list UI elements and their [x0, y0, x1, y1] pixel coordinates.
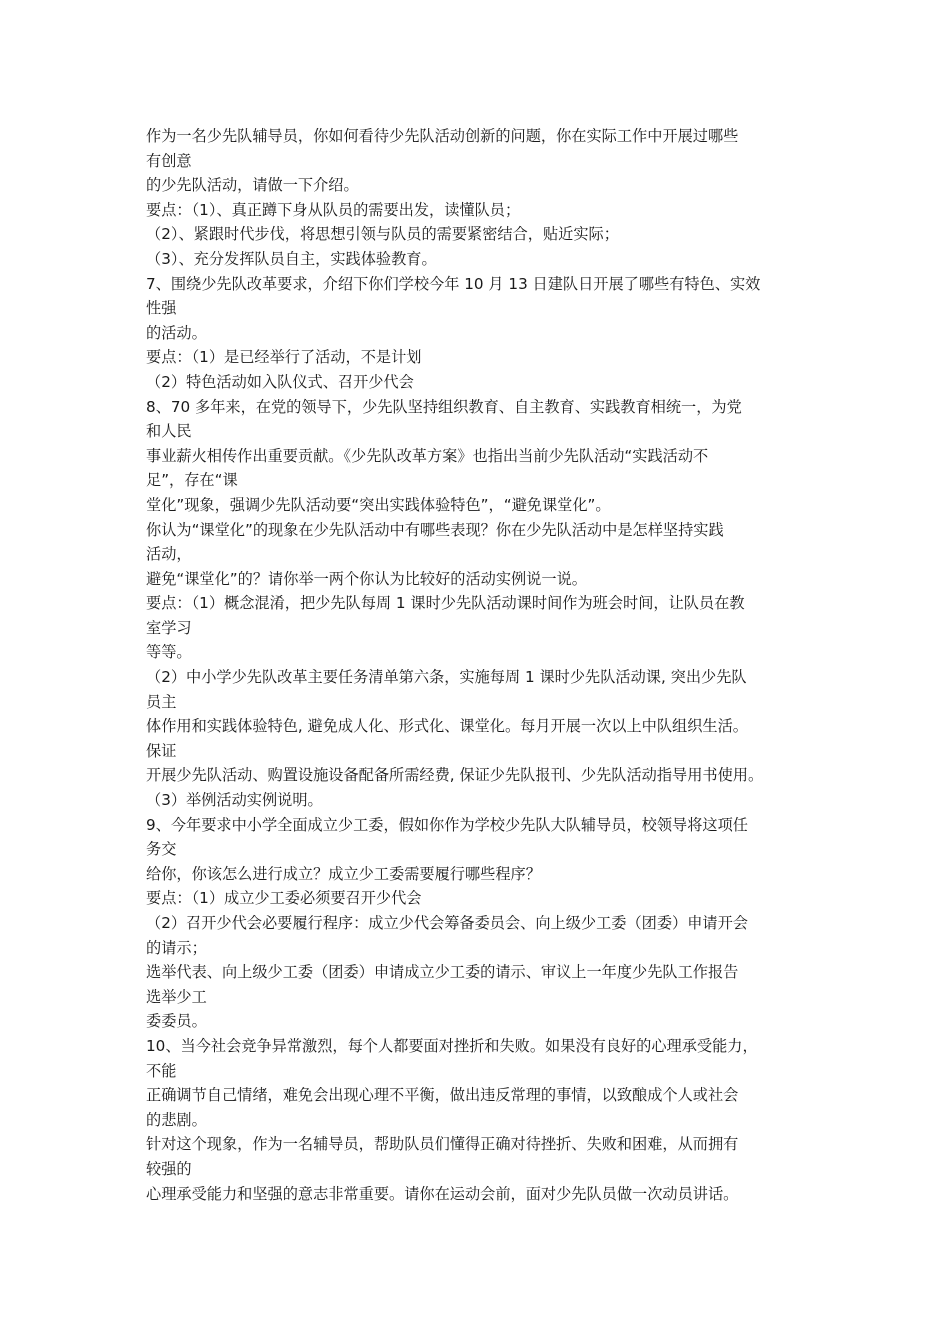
text-line: 足”，存在“课: [146, 471, 238, 490]
text-line: 委委员。: [146, 1012, 207, 1031]
document-body: [146, 124, 826, 1206]
text-line: 避免“课堂化”的？请你举一两个你认为比较好的活动实例说一说。: [146, 569, 587, 588]
text-line: （2）中小学少先队改革主要任务清单第六条，实施每周 1 课时少先队活动课, 突出少先队: [146, 668, 747, 687]
text-line: 给你，你该怎么进行成立？成立少工委需要履行哪些程序？: [146, 864, 541, 883]
text-line: 体作用和实践体验特色, 避免成人化、形式化、课堂化。每月开展一次以上中队组织生活。: [146, 717, 748, 736]
text-line: 8、70 多年来，在党的领导下，少先队坚持组织教育、自主教育、实践教育相统一，为党: [146, 397, 742, 416]
text-line: 和人民: [146, 422, 192, 441]
text-line: 选举代表、向上级少工委（团委）申请成立少工委的请示、审议上一年度少先队工作报告: [146, 963, 739, 982]
text-line: （2）召开少代会必要履行程序：成立少代会筹备委员会、向上级少工委（团委）申请开会: [146, 914, 748, 932]
text-line: 的活动。: [146, 323, 207, 342]
text-line: 9、今年要求中小学全面成立少工委，假如你作为学校少先队大队辅导员，校领导将这项任: [146, 815, 748, 834]
text-line: （2）、紧跟时代步伐，将思想引领与队员的需要紧密结合，贴近实际；: [146, 225, 619, 244]
text-line: 务交: [146, 840, 177, 859]
text-line: 有创意: [146, 151, 192, 170]
text-line: （3）举例活动实例说明。: [146, 791, 323, 810]
text-line: 针对这个现象，作为一名辅导员，帮助队员们懂得正确对待挫折、失败和困难，从而拥有: [146, 1135, 739, 1154]
text-line: 性强: [146, 299, 177, 318]
text-line: 活动，: [146, 545, 192, 564]
text-line: 正确调节自己情绪，难免会出现心理不平衡，做出违反常理的事情，以致酿成个人或社会: [146, 1086, 739, 1105]
text-line: 10、当今社会竞争异常激烈，每个人都要面对挫折和失败。如果没有良好的心理承受能力，: [146, 1036, 758, 1055]
text-line: （2）特色活动如入队仪式、召开少代会: [146, 372, 414, 391]
text-line: 你认为“课堂化”的现象在少先队活动中有哪些表现？你在少先队活动中是怎样坚持实践: [146, 520, 724, 539]
text-line: 堂化”现象，强调少先队活动要“突出实践体验特色”，“避免课堂化”。: [146, 495, 611, 514]
text-line: 选举少工: [146, 987, 207, 1006]
text-line: 要点：（1）是已经举行了活动，不是计划: [146, 348, 422, 367]
text-line: 室学习: [146, 618, 192, 637]
text-line: 的少先队活动，请做一下介绍。: [146, 176, 359, 195]
text-line: 较强的: [146, 1159, 192, 1178]
text-line: 7、围绕少先队改革要求，介绍下你们学校今年 10 月 13 日建队日开展了哪些有特色、实效: [146, 274, 761, 293]
text-line: 要点：（1）、真正蹲下身从队员的需要出发，读懂队员；: [146, 200, 521, 219]
text-line: 不能: [146, 1061, 177, 1080]
text-line: 开展少先队活动、购置设施设备配备所需经费, 保证少先队报刊、少先队活动指导用书使用。: [146, 766, 764, 785]
text-line: （3）、充分发挥队员自主，实践体验教育。: [146, 249, 437, 268]
text-line: 的请示；: [146, 938, 207, 957]
text-line: 要点：（1）概念混淆，把少先队每周 1 课时少先队活动课时间作为班会时间，让队员在教: [146, 594, 745, 613]
text-line: 等等。: [146, 643, 192, 662]
text-line: 心理承受能力和坚强的意志非常重要。请你在运动会前，面对少先队员做一次动员讲话。: [146, 1184, 739, 1203]
text-line: 保证: [146, 741, 177, 760]
text-line: 的悲剧。: [146, 1110, 207, 1129]
text-line: 员主: [146, 692, 177, 711]
text-line: 作为一名少先队辅导员，你如何看待少先队活动创新的问题，你在实际工作中开展过哪些: [146, 127, 739, 145]
text-line: 要点：（1）成立少工委必须要召开少代会: [146, 889, 422, 908]
text-line: 事业薪火相传作出重要贡献。《少先队改革方案》也指出当前少先队活动“实践活动不: [146, 446, 709, 465]
